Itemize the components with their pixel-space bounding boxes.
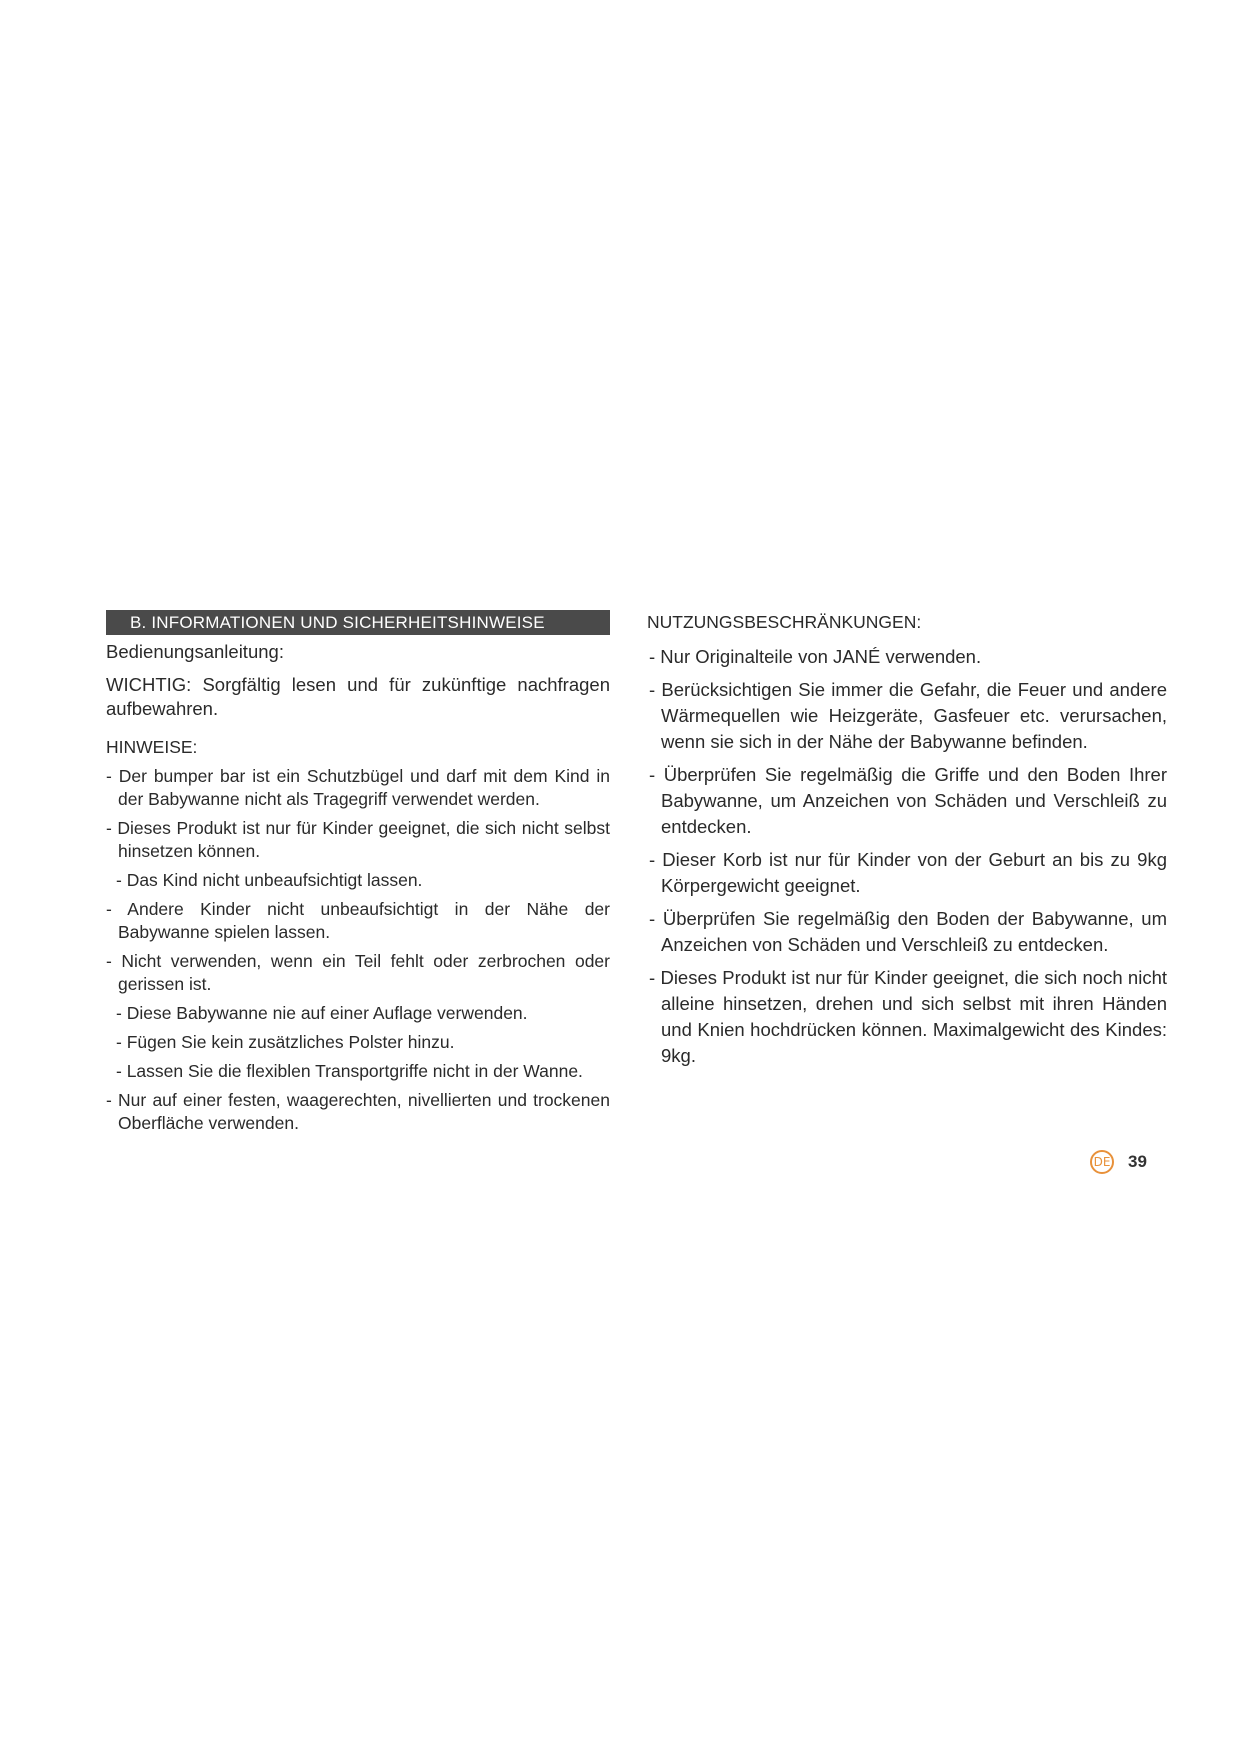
page-number: 39 xyxy=(1128,1152,1147,1171)
language-badge-icon: DE xyxy=(1090,1150,1114,1174)
list-item: - Fügen Sie kein zusätzliches Polster hinzu. xyxy=(116,1032,455,1052)
list-item: - Überprüfen Sie regelmäßig die Griffe und den Boden Ihrer Babywanne, um Anzeichen von Schäden und Verschleiß zu entdecken. xyxy=(649,764,1167,837)
list-item: - Nur Originalteile von JANÉ verwenden. xyxy=(649,646,982,667)
instructions-subheading: Bedienungsanleitung: xyxy=(106,641,284,662)
list-item: - Lassen Sie die flexiblen Transportgriffe nicht in der Wanne. xyxy=(116,1061,583,1081)
list-item: - Dieser Korb ist nur für Kinder von der Geburt an bis zu 9kg Körpergewicht geeignet. xyxy=(649,849,1167,896)
list-item: - Der bumper bar ist ein Schutzbügel und darf mit dem Kind in der Babywanne nicht als Tragegriff verwendet werden. xyxy=(106,766,610,809)
list-item: - Überprüfen Sie regelmäßig den Boden der Babywanne, um Anzeichen von Schäden und Verschleiß zu entdecken. xyxy=(649,908,1167,955)
list-item: - Berücksichtigen Sie immer die Gefahr, die Feuer und andere Wärmequellen wie Heizgeräte, Gasfeuer etc. verursachen, wenn sie sich in der Nähe der Babywanne befinden. xyxy=(649,679,1167,752)
important-note: WICHTIG: Sorgfältig lesen und für zukünftige nachfragen aufbewahren. xyxy=(106,674,610,719)
notes-heading: HINWEISE: xyxy=(106,737,198,757)
restrictions-list xyxy=(647,644,1167,1069)
list-item: - Dieses Produkt ist nur für Kinder geeignet, die sich nicht selbst hinsetzen können. xyxy=(106,818,610,861)
notes-list xyxy=(106,765,610,1135)
list-item: - Das Kind nicht unbeaufsichtigt lassen. xyxy=(116,870,423,890)
restrictions-heading: NUTZUNGSBESCHRÄNKUNGEN: xyxy=(647,612,922,632)
right-column xyxy=(647,610,1167,1076)
left-column xyxy=(106,610,610,1141)
section-title: B. INFORMATIONEN UND SICHERHEITSHINWEISE xyxy=(106,610,610,635)
list-item: - Andere Kinder nicht unbeaufsichtigt in der Nähe der Babywanne spielen lassen. xyxy=(106,899,610,942)
list-item: - Diese Babywanne nie auf einer Auflage verwenden. xyxy=(116,1003,528,1023)
page-footer xyxy=(1090,1150,1147,1174)
list-item: - Nur auf einer festen, waagerechten, nivellierten und trockenen Oberfläche verwenden. xyxy=(106,1090,610,1133)
list-item: - Nicht verwenden, wenn ein Teil fehlt oder zerbrochen oder gerissen ist. xyxy=(106,951,610,994)
list-item: - Dieses Produkt ist nur für Kinder geeignet, die sich noch nicht alleine hinsetzen, drehen und sich selbst mit ihren Händen und Knien hochdrücken können. Maximalgewicht des Kindes: 9kg. xyxy=(649,967,1167,1066)
